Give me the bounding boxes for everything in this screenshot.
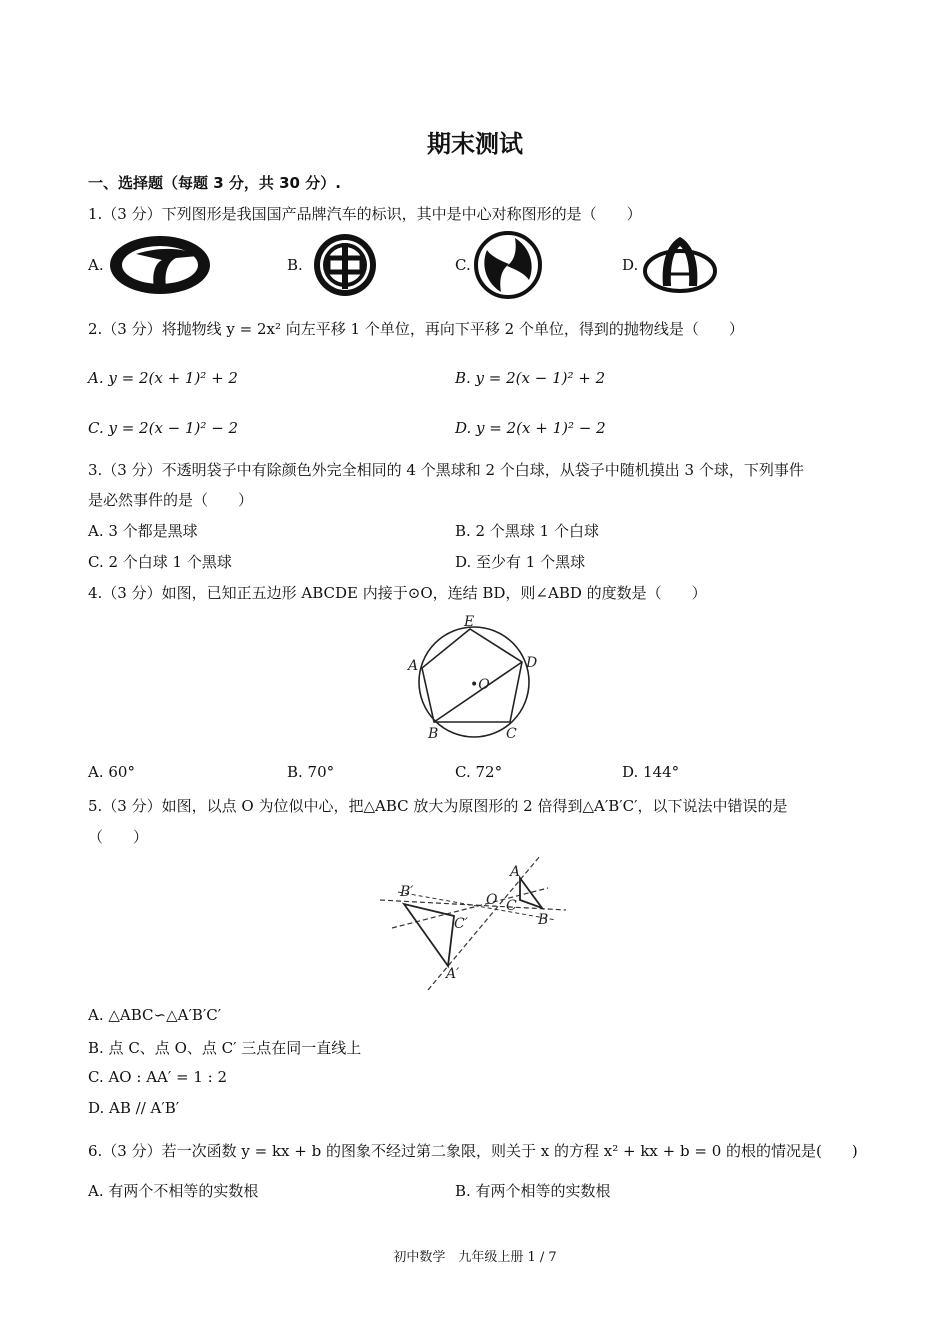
page-title: 期末测试 — [427, 130, 523, 158]
logo-d-icon — [641, 234, 719, 296]
question-4-stem: 4.（3 分）如图，已知正五边形 ABCDE 内接于⊙O，连结 BD，则∠ABD 的度数是（ ） — [88, 584, 707, 602]
homothety-figure — [378, 852, 574, 994]
label-a: A — [510, 864, 521, 880]
q2-option-d: D. y = 2(x + 1)² − 2 — [455, 419, 606, 437]
label-b-prime: B′ — [400, 884, 414, 900]
question-6-stem: 6.（3 分）若一次函数 y = kx + b 的图象不经过第二象限，则关于 x 的方程 x² + kx + b = 0 的根的情况是( ) — [88, 1142, 858, 1160]
label-o: •O — [470, 677, 490, 693]
label-c: C — [506, 898, 517, 914]
q4-option-b: B. 70° — [287, 763, 335, 781]
q4-option-d: D. 144° — [622, 763, 680, 781]
q2-option-c: C. y = 2(x − 1)² − 2 — [88, 419, 239, 437]
label-o: O — [486, 892, 498, 908]
question-5-stem-line2: （ ） — [88, 828, 149, 846]
q3-option-b: B. 2 个黑球 1 个白球 — [455, 522, 599, 540]
q4-option-a: A. 60° — [88, 763, 135, 781]
q1-label-c: C. — [455, 256, 471, 274]
q5-option-d: D. AB // A′B′ — [88, 1099, 180, 1117]
q5-option-a: A. △ABC∽△A′B′C′ — [88, 1006, 222, 1024]
logo-c-icon — [473, 230, 543, 300]
q6-option-a: A. 有两个不相等的实数根 — [88, 1182, 259, 1200]
q2-option-a: A. y = 2(x + 1)² + 2 — [88, 369, 238, 387]
label-a: A — [408, 658, 419, 674]
q4-option-c: C. 72° — [455, 763, 503, 781]
q1-label-b: B. — [287, 256, 303, 274]
label-c-prime: C′ — [454, 916, 468, 932]
pentagon-figure — [400, 612, 550, 746]
q1-label-a: A. — [88, 256, 104, 274]
question-5-stem-line1: 5.（3 分）如图，以点 O 为位似中心，把△ABC 放大为原图形的 2 倍得到△A′B′C′，以下说法中错误的是 — [88, 797, 788, 815]
label-c: C — [506, 726, 517, 742]
label-d: D — [526, 655, 538, 671]
q6-option-b: B. 有两个相等的实数根 — [455, 1182, 611, 1200]
question-3-stem-line2: 是必然事件的是（ ） — [88, 491, 254, 509]
question-2-stem: 2.（3 分）将抛物线 y = 2x² 向左平移 1 个单位，再向下平移 2 个单位，得到的抛物线是（ ） — [88, 320, 744, 338]
question-1-stem: 1.（3 分）下列图形是我国国产品牌汽车的标识，其中是中心对称图形的是（ ） — [88, 205, 642, 223]
section-heading: 一、选择题（每题 3 分，共 30 分）. — [88, 174, 341, 192]
label-b: B — [428, 726, 439, 742]
label-b: B — [538, 912, 549, 928]
label-e: E — [464, 614, 475, 630]
q5-option-c: C. AO : AA′ = 1 : 2 — [88, 1068, 228, 1086]
question-3-stem-line1: 3.（3 分）不透明袋子中有除颜色外完全相同的 4 个黑球和 2 个白球，从袋子中随机摸出 3 个球，下列事件 — [88, 461, 804, 479]
logo-b-icon — [308, 232, 382, 298]
page-footer: 初中数学 九年级上册 1 / 7 — [393, 1250, 557, 1265]
q1-label-d: D. — [622, 256, 639, 274]
label-a-prime: A′ — [446, 966, 460, 982]
q3-option-c: C. 2 个白球 1 个黑球 — [88, 553, 232, 571]
q3-option-d: D. 至少有 1 个黑球 — [455, 553, 586, 571]
q5-option-b: B. 点 C、点 O、点 C′ 三点在同一直线上 — [88, 1039, 362, 1057]
q3-option-a: A. 3 个都是黑球 — [88, 522, 198, 540]
logo-a-icon — [106, 232, 214, 298]
q2-option-b: B. y = 2(x − 1)² + 2 — [455, 369, 606, 387]
